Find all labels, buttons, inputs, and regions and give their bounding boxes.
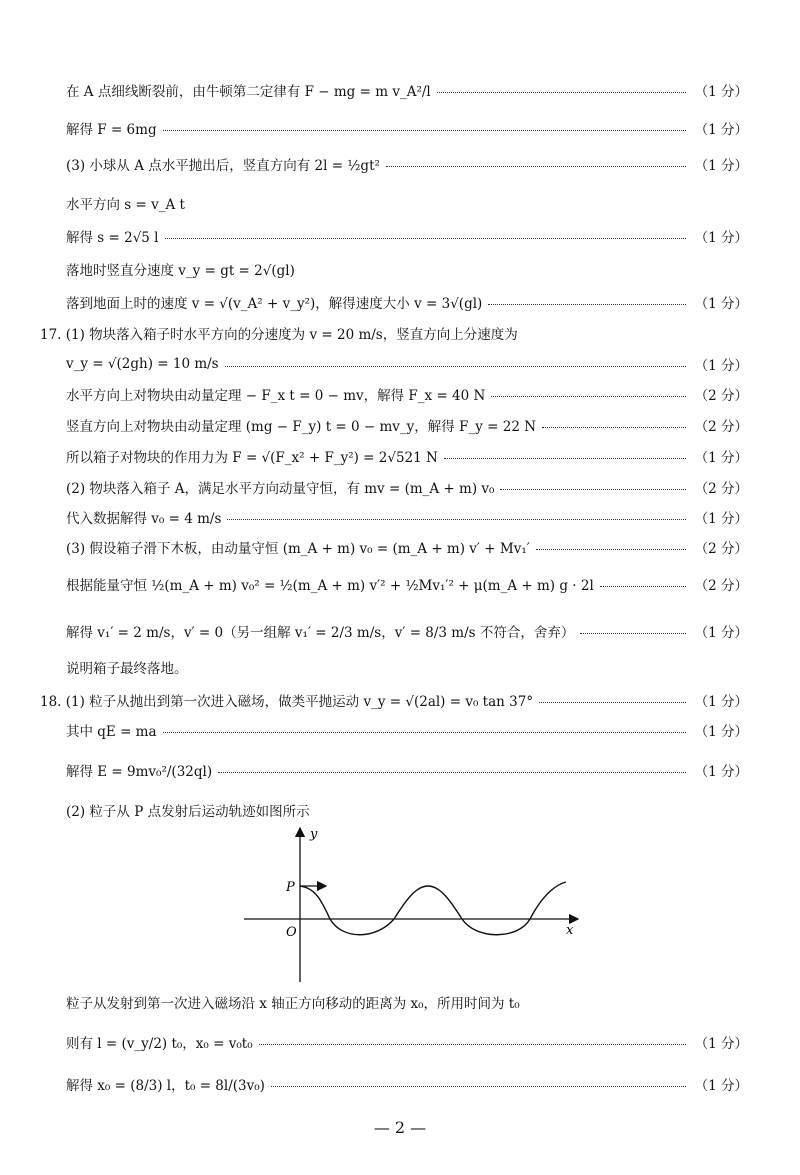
score: （1 分） bbox=[694, 230, 748, 246]
y-label: y bbox=[310, 827, 318, 842]
trajectory-figure bbox=[230, 822, 590, 984]
score: （1 分） bbox=[694, 625, 748, 641]
score: （1 分） bbox=[694, 358, 748, 374]
text-line: 竖直方向上对物块由动量定理 (mg − F_y) t = 0 − mv_y，解得 F_y = 22 N （2 分） bbox=[66, 413, 748, 437]
text-line: 所以箱子对物块的作用力为 F = √(F_x² + F_y²) = 2√521 N （1 分） bbox=[66, 444, 748, 468]
leader-dots bbox=[271, 1086, 686, 1087]
score: （2 分） bbox=[694, 481, 748, 497]
score: （1 分） bbox=[694, 158, 748, 174]
score: （1 分） bbox=[694, 84, 748, 100]
leader-dots bbox=[227, 519, 686, 520]
page-number: — 2 — bbox=[373, 1118, 427, 1137]
text-line: 粒子从发射到第一次进入磁场沿 x 轴正方向移动的距离为 x₀，所用时间为 t₀ bbox=[66, 996, 520, 1012]
text-line: 18. (1) 粒子从抛出到第一次进入磁场，做类平抛运动 v_y = √(2al) = v₀ tan 37° （1 分） bbox=[40, 688, 748, 712]
leader-dots bbox=[542, 427, 686, 428]
x-label: x bbox=[566, 923, 574, 938]
text-line: 代入数据解得 v₀ = 4 m/s （1 分） bbox=[66, 505, 748, 529]
score: （2 分） bbox=[694, 541, 748, 557]
trajectory-curve bbox=[300, 882, 566, 935]
score: （1 分） bbox=[694, 1036, 748, 1052]
text-line: (2) 物块落入箱子 A，满足水平方向动量守恒，有 mv = (m_A + m) v₀ （2 分） bbox=[66, 475, 748, 499]
text-line: 解得 E = 9mv₀²/(32ql) （1 分） bbox=[66, 758, 748, 782]
leader-dots bbox=[165, 238, 686, 239]
score: （1 分） bbox=[694, 1078, 748, 1094]
text-line: 落地时竖直分速度 v_y = gt = 2√(gl) bbox=[66, 263, 295, 279]
leader-dots bbox=[386, 166, 686, 167]
score: （1 分） bbox=[694, 694, 748, 710]
leader-dots bbox=[580, 633, 686, 634]
point-p-label: P bbox=[286, 880, 295, 895]
text-line: v_y = √(2gh) = 10 m/s （1 分） bbox=[66, 356, 748, 374]
text-line: 解得 F = 6mg （1 分） bbox=[66, 116, 748, 140]
text-line: (3) 小球从 A 点水平抛出后，竖直方向有 2l = ½gt² （1 分） bbox=[66, 152, 748, 176]
leader-dots bbox=[536, 549, 686, 550]
score: （2 分） bbox=[694, 578, 748, 594]
text-line: (2) 粒子从 P 点发射后运动轨迹如图所示 bbox=[66, 804, 310, 820]
score: （1 分） bbox=[694, 764, 748, 780]
score: （1 分） bbox=[694, 511, 748, 527]
score: （2 分） bbox=[694, 388, 748, 404]
text-line: 则有 l = (v_y/2) t₀，x₀ = v₀t₀ （1 分） bbox=[66, 1030, 748, 1054]
leader-dots bbox=[539, 702, 686, 703]
text-line: 根据能量守恒 ½(m_A + m) v₀² = ½(m_A + m) v′² + ½Mv₁′² + μ(m_A + m) g · 2l （2 分） bbox=[66, 572, 748, 596]
text-line: 解得 v₁′ = 2 m/s，v′ = 0（另一组解 v₁′ = 2/3 m/s，v′ = 8/3 m/s 不符合，舍弃） （1 分） bbox=[66, 619, 748, 643]
text-line: 在 A 点细线断裂前，由牛顿第二定律有 F − mg = m v_A²/l （1 分） bbox=[66, 78, 748, 102]
score: （1 分） bbox=[694, 122, 748, 138]
leader-dots bbox=[444, 458, 686, 459]
text-line: 水平方向 s = v_A t bbox=[66, 197, 185, 213]
origin-label: O bbox=[286, 925, 297, 940]
leader-dots bbox=[163, 732, 686, 733]
text-line: 说明箱子最终落地。 bbox=[66, 661, 188, 677]
leader-dots bbox=[488, 304, 686, 305]
leader-dots bbox=[600, 586, 686, 587]
leader-dots bbox=[437, 92, 686, 93]
leader-dots bbox=[225, 366, 686, 367]
text-line: 解得 x₀ = (8/3) l，t₀ = 8l/(3v₀) （1 分） bbox=[66, 1072, 748, 1096]
text-line: 17. (1) 物块落入箱子时水平方向的分速度为 v = 20 m/s，竖直方向上分速度为 bbox=[40, 327, 518, 343]
text-line: 其中 qE = ma （1 分） bbox=[66, 718, 748, 742]
leader-dots bbox=[163, 130, 686, 131]
text-line: 解得 s = 2√5 l （1 分） bbox=[66, 224, 748, 248]
score: （2 分） bbox=[694, 419, 748, 435]
leader-dots bbox=[218, 772, 686, 773]
leader-dots bbox=[491, 396, 686, 397]
text-line: (3) 假设箱子滑下木板，由动量守恒 (m_A + m) v₀ = (m_A + m) v′ + Mv₁′ （2 分） bbox=[66, 535, 748, 559]
score: （1 分） bbox=[694, 450, 748, 466]
leader-dots bbox=[500, 489, 686, 490]
leader-dots bbox=[259, 1044, 686, 1045]
text-line: 落到地面上时的速度 v = √(v_A² + v_y²)，解得速度大小 v = 3√(gl) （1 分） bbox=[66, 290, 748, 314]
score: （1 分） bbox=[694, 724, 748, 740]
score: （1 分） bbox=[694, 296, 748, 312]
text-line: 水平方向上对物块由动量定理 − F_x t = 0 − mv，解得 F_x = 40 N （2 分） bbox=[66, 382, 748, 406]
